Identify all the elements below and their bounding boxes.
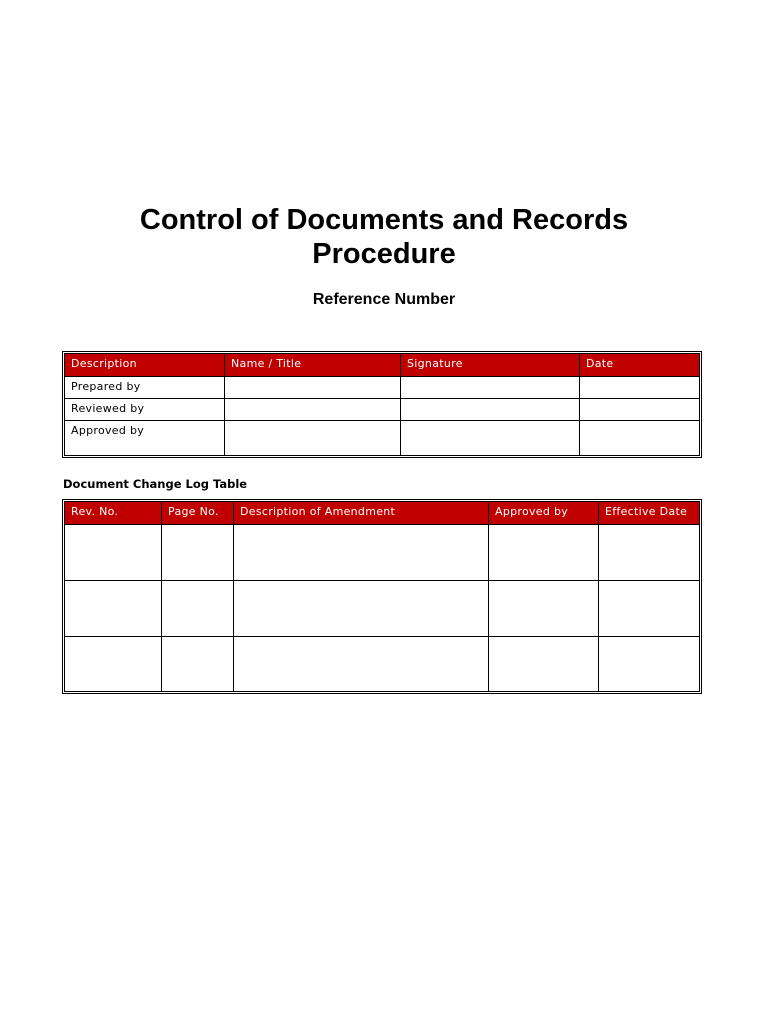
table-row — [65, 377, 700, 399]
header-effective-date: Effective Date — [599, 502, 700, 525]
document-title: Control of Documents and Records Procedure — [139, 204, 629, 270]
header-description: Description — [65, 354, 225, 377]
table-row — [65, 581, 700, 637]
rev-no-cell[interactable] — [65, 637, 162, 692]
rev-no-cell[interactable] — [65, 581, 162, 637]
approved-by-name-cell[interactable] — [225, 421, 401, 456]
table-row — [65, 637, 700, 692]
signoff-table — [62, 351, 702, 458]
table-row — [65, 399, 700, 421]
reference-number-label: Reference Number — [312, 291, 456, 308]
rev-no-cell[interactable] — [65, 525, 162, 581]
change-log-table — [62, 499, 702, 694]
header-name-title: Name / Title — [225, 354, 401, 377]
approved-by-signature-cell[interactable] — [401, 421, 580, 456]
header-approved-by: Approved by — [489, 502, 599, 525]
effective-date-cell[interactable] — [599, 525, 700, 581]
amendment-cell[interactable] — [234, 525, 489, 581]
approved-by-cell[interactable] — [489, 637, 599, 692]
amendment-cell[interactable] — [234, 581, 489, 637]
reviewed-by-signature-cell[interactable] — [401, 399, 580, 421]
amendment-cell[interactable] — [234, 637, 489, 692]
approved-by-date-cell[interactable] — [580, 421, 700, 456]
effective-date-cell[interactable] — [599, 581, 700, 637]
page-no-cell[interactable] — [162, 525, 234, 581]
header-rev-no: Rev. No. — [65, 502, 162, 525]
approved-by-label: Approved by — [65, 421, 225, 456]
approved-by-cell[interactable] — [489, 525, 599, 581]
prepared-by-label: Prepared by — [65, 377, 225, 399]
table-row — [65, 525, 700, 581]
header-description-of-amendment: Description of Amendment — [234, 502, 489, 525]
header-signature: Signature — [401, 354, 580, 377]
signoff-header-row — [65, 354, 700, 377]
prepared-by-signature-cell[interactable] — [401, 377, 580, 399]
page-no-cell[interactable] — [162, 581, 234, 637]
header-date: Date — [580, 354, 700, 377]
prepared-by-name-cell[interactable] — [225, 377, 401, 399]
change-log-header-row — [65, 502, 700, 525]
header-page-no: Page No. — [162, 502, 234, 525]
prepared-by-date-cell[interactable] — [580, 377, 700, 399]
table-row — [65, 421, 700, 456]
reviewed-by-name-cell[interactable] — [225, 399, 401, 421]
reviewed-by-label: Reviewed by — [65, 399, 225, 421]
page-no-cell[interactable] — [162, 637, 234, 692]
change-log-title: Document Change Log Table — [63, 477, 248, 491]
effective-date-cell[interactable] — [599, 637, 700, 692]
reviewed-by-date-cell[interactable] — [580, 399, 700, 421]
approved-by-cell[interactable] — [489, 581, 599, 637]
